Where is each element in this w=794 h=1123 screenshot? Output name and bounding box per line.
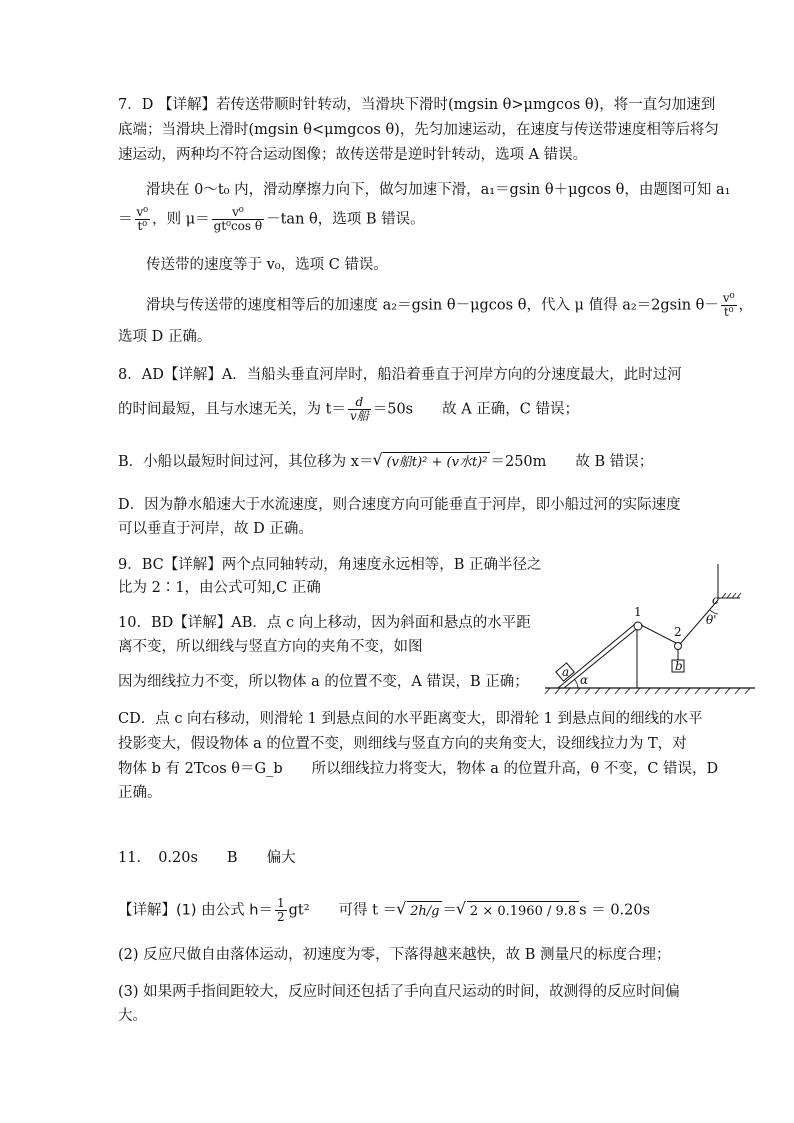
alpha-arc xyxy=(574,679,578,688)
q7-l7-pre: 滑块与传送带的速度相等后的加速度 a₂＝gsin θ－μgcos θ，代入 μ 值得 a₂＝2gsin θ－ xyxy=(146,297,719,314)
q8-l2-pre: 的时间最短，且与水速无关，为 t＝ xyxy=(118,401,346,418)
label-1: 1 xyxy=(634,605,642,619)
q7-frac1-den: t⁰ xyxy=(137,219,148,233)
q7-frac2-num: v⁰ xyxy=(212,206,264,220)
q11-sqrt-1: √ 2h/g xyxy=(407,901,442,922)
label-2: 2 xyxy=(674,625,682,639)
q7-fraction-a2 xyxy=(721,292,737,319)
q7-l5-pre: ＝ xyxy=(118,211,133,228)
string-1-2 xyxy=(641,625,678,644)
ceiling-hatching xyxy=(722,593,741,598)
q8-line-5: 可以垂直于河岸，故 D 正确。 xyxy=(118,521,313,537)
q10-line-7: 正确。 xyxy=(118,785,162,801)
q8-fraction-t xyxy=(348,396,371,423)
q9-line-2: 比为 2∶1，由公式可知,C 正确 xyxy=(118,580,321,596)
q11-l1-post: s ＝ 0.20s xyxy=(579,902,651,919)
q7-line-6: 传送带的速度等于 v₀，选项 C 错误。 xyxy=(146,257,388,273)
q7-line-2: 底端；当滑块上滑时(mgsin θ<μmgcos θ)，先匀加速运动，在速度与传送带速度相等后将匀 xyxy=(118,122,719,138)
q7-fraction-a1 xyxy=(135,206,151,233)
q10-line-6: 物体 b 有 2Tcos θ＝G_b 所以细线拉力将变大，物体 a 的位置升高，θ 不变，C 错误，D xyxy=(118,761,719,777)
q10-line-3: 因为细线拉力不变，所以物体 a 的位置不变，A 错误，B 正确； xyxy=(118,674,529,690)
ground-hatching xyxy=(545,688,750,694)
q7-frac3-num: v⁰ xyxy=(722,291,735,305)
incline-lower xyxy=(558,624,635,688)
q7-line-4: 滑块在 0～t₀ 内，滑动摩擦力向下，做匀加速下滑，a₁＝gsin θ＋μgcos θ，由题图可知 a₁ xyxy=(146,182,731,198)
q8-line-1: 8．AD【详解】A．当船头垂直河岸时，船沿着垂直于河岸方向的分速度最大，此时过河 xyxy=(118,367,682,383)
q7-line-5 xyxy=(118,206,425,233)
q7-l7-post: ， xyxy=(738,297,754,314)
incline-upper xyxy=(564,626,640,688)
q7-line-7 xyxy=(146,292,753,319)
q7-l5-mid: ，则 μ＝ xyxy=(152,211,210,228)
pulley-1 xyxy=(634,622,642,630)
q8-l3-pre: B．小船以最短时间过河，其位移为 x＝ xyxy=(118,454,374,470)
q10-line-2: 离不变，所以细线与竖直方向的夹角不变，如图 xyxy=(118,639,423,655)
q8-line-2 xyxy=(118,396,579,423)
q10-line-5: 投影变大，假设物体 a 的位置不变，则细线与竖直方向的夹角变大，设细线拉力为 T，对 xyxy=(118,736,687,752)
q11-line-3: (3) 如果两手指间距较大，反应时间还包括了手向直尺运动的时间，故测得的反应时间偏 xyxy=(118,984,680,1000)
q7-line-1: 7．D 【详解】若传送带顺时针转动，当滑块下滑时(mgsin θ>μmgcos θ)，将一直匀加速到 xyxy=(118,97,716,113)
q8-sqrt: √ (v船t)² + (v水t)² xyxy=(383,452,490,473)
label-b: b xyxy=(675,659,683,673)
q7-fraction-mu xyxy=(212,206,264,233)
q7-frac1-num: v⁰ xyxy=(136,205,149,219)
q7-frac3-den: t⁰ xyxy=(723,305,734,319)
label-theta: θ' xyxy=(706,613,717,627)
label-c: c xyxy=(712,593,719,607)
q7-line-8: 选项 D 正确。 xyxy=(118,329,212,345)
q11-line-2: (2) 反应尺做自由落体运动，初速度为零，下落得越来越快，故 B 测量尺的标度合理； xyxy=(118,947,671,963)
label-alpha: α xyxy=(580,673,589,687)
q11-heading: 11． 0.20s B 偏大 xyxy=(118,850,296,866)
q9-line-1: 9．BC【详解】两个点同轴转动，角速度永远相等，B 正确半径之 xyxy=(118,557,542,573)
q10-line-4: CD．点 c 向右移动，则滑轮 1 到悬点间的水平距离变大，即滑轮 1 到悬点间的细线的水平 xyxy=(118,711,703,727)
q11-sqrt-2: √ 2 × 0.1960 / 9.8 xyxy=(467,901,579,922)
q10-line-1: 10．BD【详解】AB．点 c 向上移动，因为斜面和悬点的水平距 xyxy=(118,615,531,631)
q8-l2-post: ＝50s 故 A 正确，C 错误； xyxy=(372,401,580,418)
q11-line-4: 大。 xyxy=(118,1008,147,1024)
q7-line-3: 速运动，两种均不符合运动图像；故传送带是逆时针转动，选项 A 错误。 xyxy=(118,147,588,163)
q7-l5-post: －tan θ，选项 B 错误。 xyxy=(266,211,425,228)
q11-l1-eq: ＝ xyxy=(442,902,457,919)
q11-frac-num: 1 xyxy=(276,896,285,910)
q11-line-1 xyxy=(118,897,650,924)
q7-frac2-den: gt⁰cos θ xyxy=(213,219,263,233)
q11-fraction-half xyxy=(275,897,287,924)
label-a: a xyxy=(562,665,570,679)
q11-frac-den: 2 xyxy=(276,910,285,924)
q11-l1-mid: gt² 可得 t ＝ xyxy=(288,902,398,919)
pulley-incline-figure xyxy=(540,560,760,700)
q8-line-3 xyxy=(118,452,653,473)
q11-l1-pre: 【详解】(1) 由公式 h＝ xyxy=(118,902,273,919)
q8-frac-num: d xyxy=(348,396,371,410)
q8-l3-post: ＝250m 故 B 错误； xyxy=(490,454,654,470)
q8-frac-den: v船 xyxy=(349,409,369,423)
q8-line-4: D．因为静水船速大于水流速度，则合速度方向可能垂直于河岸，即小船过河的实际速度 xyxy=(118,497,681,513)
